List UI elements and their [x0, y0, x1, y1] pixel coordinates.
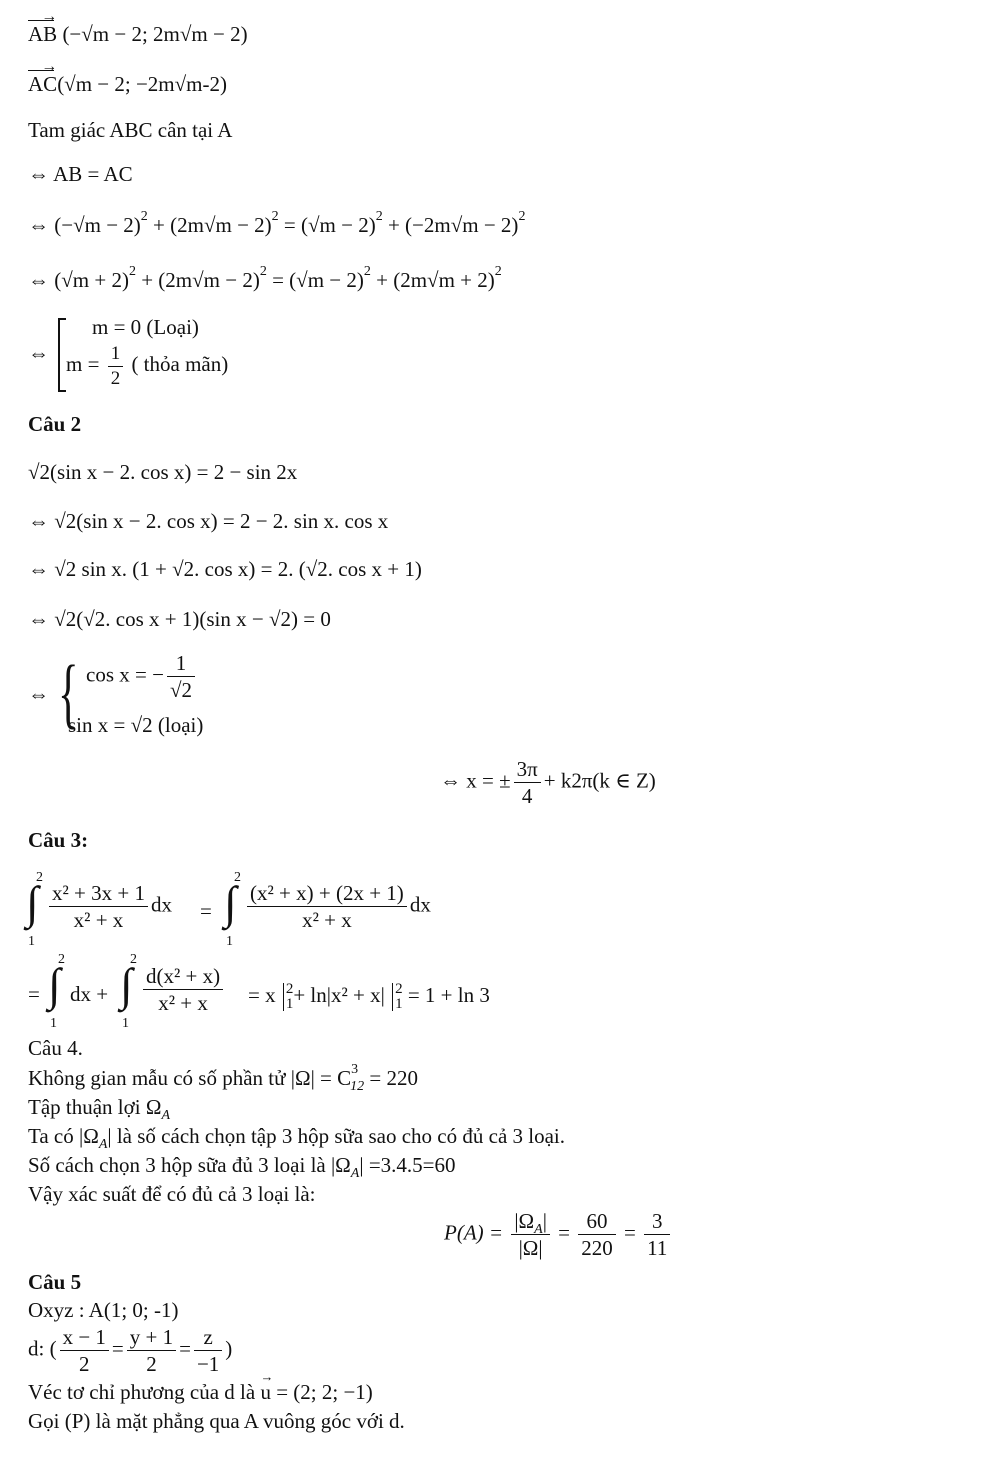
vector-ac-line: [28, 58, 227, 97]
cau2-line-3: ⇔ √2 sin x. (1 + √2. cos x) = 2. (√2. cos x + 1): [28, 557, 422, 581]
line-d: d: (: [28, 1336, 57, 1361]
prob-num-2: 60: [578, 1208, 616, 1235]
i3-num: d(x² + x): [143, 963, 223, 990]
sub-a-1: A: [161, 1108, 170, 1124]
frac-num: 1: [108, 342, 124, 367]
frac-num-3: 3π: [514, 756, 541, 783]
eq-a: =: [558, 1220, 570, 1245]
eq5-part-c: = (√m − 2): [278, 213, 376, 237]
sub-a-3: A: [350, 1166, 360, 1182]
cau5-line-1: Oxyz : A(1; 0; -1): [28, 1298, 179, 1322]
eq-c: =: [111, 1336, 124, 1361]
vector-ab-line: [28, 8, 248, 47]
eq5-part-d: + (−2m√m − 2): [382, 213, 519, 237]
m-equals: m =: [66, 352, 100, 377]
sq2: 2: [271, 209, 279, 224]
sin-solution: sin x = √2 (loại): [68, 713, 204, 737]
c4l4-a: Số cách chọn 3 hộp sữa đủ 3 loại là |Ω: [28, 1153, 351, 1177]
fy-num: y + 1: [127, 1324, 176, 1351]
c4l3-a: Ta có |Ω: [28, 1124, 99, 1148]
prob-num-1: [511, 1208, 550, 1238]
period-term: + k2π(k ∈ Z): [543, 768, 656, 793]
vector-ab-symbol: → AB: [28, 8, 58, 46]
eval-lo-2: 1: [395, 996, 403, 1012]
i1-den: x² + x: [73, 908, 124, 933]
cau4-line-4: [28, 1153, 456, 1182]
upper-limit-2: 2: [234, 870, 241, 885]
lower-limit-2: 1: [226, 934, 233, 949]
cau5-line-3: [28, 1369, 373, 1405]
direction-vector-value: = (2; 2; −1): [270, 1380, 373, 1404]
cau5-line-4: Gọi (P) là mặt phẳng qua A vuông góc với d.: [28, 1409, 405, 1433]
sample-space-text: Không gian mẫu có số phần tử |Ω| = C: [28, 1066, 352, 1090]
lower-limit-4: 1: [122, 1016, 129, 1031]
cau2-line-2: ⇔ √2(sin x − 2. cos x) = 2 − 2. sin x. cos x: [28, 509, 389, 533]
eq6-part-c: = (√m − 2): [266, 268, 364, 292]
vector-ab-coords: (−√m − 2; 2m√m − 2): [62, 22, 248, 46]
sq7: 2: [363, 264, 371, 279]
sample-space-value: = 220: [364, 1066, 418, 1090]
fraction-prob-2: [578, 1208, 616, 1262]
comb-sup: 3: [351, 1062, 359, 1077]
eq5-part-b: + (2m√m − 2): [147, 213, 272, 237]
probability-formula: [444, 1208, 673, 1262]
x-equals: ⇔ x = ±: [440, 768, 511, 793]
dx-2: dx: [409, 892, 431, 917]
integrand-3: [140, 963, 226, 1017]
prob-num-3: 3: [644, 1208, 670, 1235]
p-a: P(A) =: [444, 1220, 504, 1245]
equiv-sign-2: ⇔: [28, 682, 49, 706]
dx-1: dx: [150, 892, 172, 917]
fz-den: −1: [196, 1352, 220, 1377]
equals-1: =: [200, 899, 212, 923]
solution-m-half: [66, 342, 228, 391]
cau2-line-1: √2(sin x − 2. cos x) = 2 − sin 2x: [28, 460, 298, 484]
fraction-prob-1: [511, 1208, 550, 1262]
eq6-part-b: + (2m√m − 2): [135, 268, 260, 292]
system-brace: {: [58, 649, 79, 736]
eq6-part-d: + (2m√m + 2): [370, 268, 495, 292]
fraction-integrand-1: [49, 880, 148, 934]
prob-num-1a: |Ω: [514, 1209, 535, 1233]
eval-lo-1: 1: [285, 996, 294, 1012]
frac-num-2: 1: [167, 650, 195, 677]
cos-solution: [86, 650, 198, 704]
prob-den-1: |Ω|: [518, 1236, 543, 1261]
sub-a-2: A: [98, 1137, 108, 1153]
prob-den-3: 11: [647, 1236, 668, 1261]
upper-limit-1: 2: [36, 870, 43, 885]
final-value: = 1 + ln 3: [407, 982, 490, 1007]
eval-bar-1: [283, 983, 284, 1011]
fraction-one-half: [108, 342, 124, 391]
fy-den: 2: [146, 1352, 157, 1377]
heading-cau-2: Câu 2: [28, 412, 82, 436]
isosceles-statement: Tam giác ABC cân tại A: [28, 118, 233, 142]
heading-cau-4: Câu 4.: [28, 1036, 83, 1060]
fx-num: x − 1: [60, 1324, 109, 1351]
ab-label: AB: [28, 22, 58, 46]
sq1: 2: [140, 209, 148, 224]
cau2-line-4: ⇔ √2(√2. cos x + 1)(sin x − √2) = 0: [28, 607, 331, 631]
i2-num: (x² + x) + (2x + 1): [247, 880, 407, 907]
integrand-1: [46, 880, 172, 934]
eval-hi-2: 2: [395, 981, 403, 997]
frac-z: [194, 1324, 222, 1378]
equiv-sign-1: ⇔: [28, 341, 49, 365]
cau4-line-3: [28, 1124, 566, 1153]
frac-den-2: √2: [169, 678, 192, 703]
fraction-3pi-4: [514, 756, 541, 810]
fraction-prob-3: [644, 1208, 670, 1262]
ac-label: AC: [28, 72, 58, 96]
integral-sign-4: ∫: [120, 959, 133, 1010]
ln-term: + ln|x² + x|: [293, 982, 385, 1007]
fz-num: z: [194, 1324, 222, 1351]
eq5-part-a: ⇔ (−√m − 2): [28, 213, 141, 237]
cos-eq: cos x = −: [86, 662, 164, 687]
sq5: 2: [128, 264, 136, 279]
x-term: = x: [248, 982, 276, 1007]
frac-den-3: 4: [521, 784, 533, 809]
i3-den: x² + x: [158, 991, 208, 1016]
upper-limit-4: 2: [130, 952, 137, 967]
cau4-line-1: [28, 1062, 418, 1095]
prob-den-2: 220: [581, 1236, 613, 1261]
eval-limits-2: [395, 982, 403, 1012]
vector-u: → u: [260, 1369, 274, 1404]
direction-vector-text: Véc tơ chỉ phương của d là: [28, 1380, 261, 1404]
cau5-line-2: [28, 1324, 232, 1378]
integral-sign-1: ∫: [26, 877, 39, 928]
fraction-one-over-root2: [167, 650, 195, 704]
c4l3-b: | là số cách chọn tập 3 hộp sữa sao cho có đủ cả 3 loại.: [107, 1124, 566, 1148]
close-paren: ): [225, 1336, 233, 1361]
cau4-line-2: [28, 1095, 170, 1124]
satisfied-label: ( thỏa mãn): [131, 352, 229, 377]
sq6: 2: [259, 264, 267, 279]
cau4-line-5: Vậy xác suất để có đủ cả 3 loại là:: [28, 1182, 316, 1206]
fraction-integrand-3: [143, 963, 223, 1017]
eval-bar-2: [392, 983, 393, 1011]
sq4: 2: [518, 209, 526, 224]
lower-limit-1: 1: [28, 934, 35, 949]
lower-limit-3: 1: [50, 1016, 57, 1031]
cau2-result: [440, 756, 656, 810]
integrand-2: [244, 880, 431, 934]
fx-den: 2: [79, 1352, 90, 1377]
solution-m-zero: m = 0 (Loại): [92, 315, 199, 339]
equals-2: =: [28, 982, 40, 1006]
integral-result: [248, 982, 490, 1012]
c4l4-b: | =3.4.5=60: [359, 1153, 456, 1177]
equation-line-5: [28, 209, 526, 238]
sq3: 2: [375, 209, 383, 224]
heading-cau-3: Câu 3:: [28, 828, 89, 852]
i2-den: x² + x: [302, 908, 352, 933]
prob-num-1b: |: [542, 1209, 547, 1233]
dx-plus: dx +: [70, 982, 109, 1006]
fraction-integrand-2: [247, 880, 407, 934]
eval-hi-1: 2: [285, 981, 294, 997]
upper-limit-3: 2: [58, 952, 65, 967]
u-label: u: [260, 1380, 271, 1404]
eq-d: =: [179, 1336, 191, 1361]
solution-bracket: [58, 318, 66, 392]
eq6-part-a: ⇔ (√m + 2): [28, 268, 129, 292]
eq-b: =: [624, 1220, 636, 1245]
frac-den: 2: [110, 367, 121, 389]
integral-sign-2: ∫: [224, 877, 237, 928]
frac-x: [60, 1324, 109, 1378]
equation-line-6: [28, 264, 502, 293]
vector-ac-coords: (√m − 2; −2m√m-2): [57, 72, 227, 96]
frac-y: [127, 1324, 176, 1378]
integral-sign-3: ∫: [48, 959, 61, 1010]
sq8: 2: [494, 264, 502, 279]
heading-cau-5: Câu 5: [28, 1270, 82, 1294]
vector-ac-symbol: → AC: [28, 58, 58, 96]
favorable-set: Tập thuận lợi Ω: [28, 1095, 162, 1119]
ab-equals-ac: ⇔ AB = AC: [28, 162, 133, 186]
i1-num: x² + 3x + 1: [49, 880, 148, 907]
sub-a-4: A: [534, 1222, 543, 1238]
comb-sub: 12: [350, 1079, 365, 1095]
